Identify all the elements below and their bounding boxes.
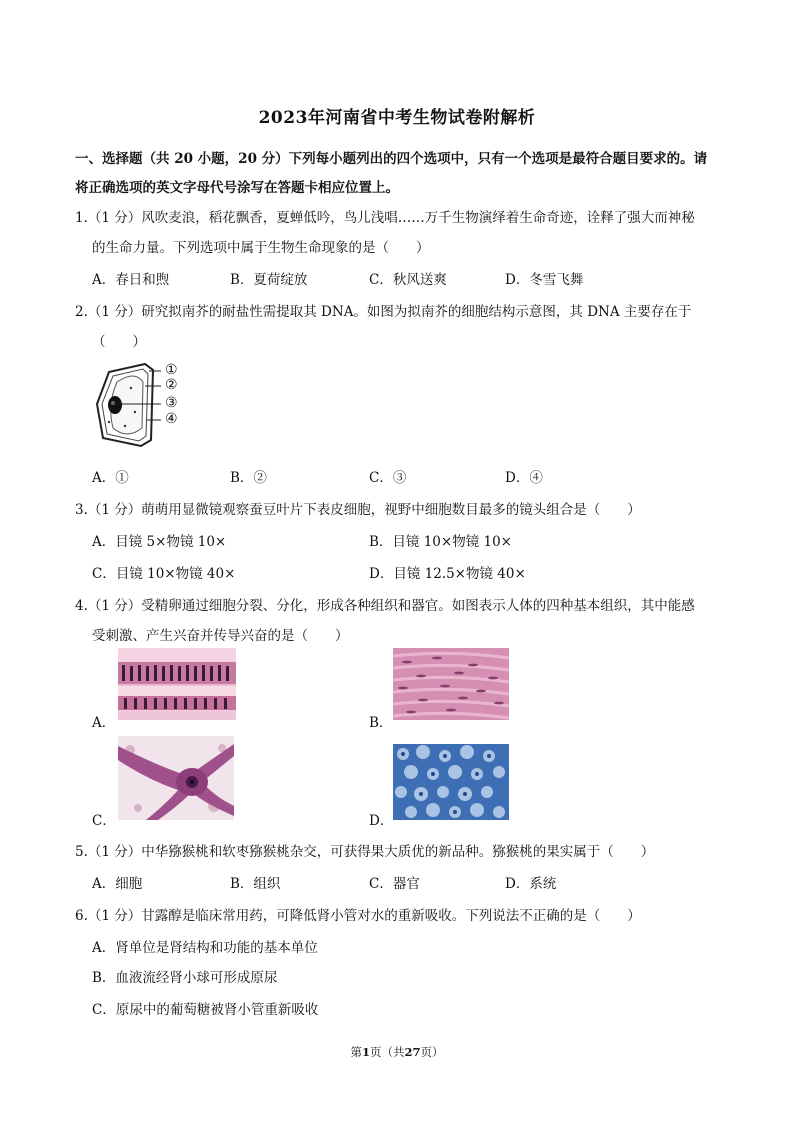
q1-option-a: A．春日和煦 (92, 272, 170, 288)
figure-label-4: ④ (165, 411, 178, 427)
q5-option-a: A．细胞 (92, 876, 143, 892)
q6-option-c: C．原尿中的葡萄糖被肾小管重新吸收 (92, 1002, 319, 1018)
q2-option-d: D．④ (505, 470, 543, 486)
section-heading-line2: 将正确选项的英文字母代号涂写在答题卡相应位置上。 (75, 180, 399, 196)
q1-option-c: C．秋风送爽 (369, 272, 447, 288)
footer-mid: 页（共 (370, 1045, 405, 1059)
q5-option-b: B．组织 (230, 876, 281, 892)
footer-page-number: 1 (361, 1045, 370, 1059)
q4-option-c: C． (92, 813, 116, 829)
footer-suffix: 页） (420, 1045, 444, 1059)
footer-prefix: 第 (350, 1045, 362, 1059)
figure-label-3: ③ (165, 395, 178, 411)
q4-option-b: B． (369, 715, 393, 731)
figure-label-2: ② (165, 377, 178, 393)
epithelial-tissue-image (118, 648, 236, 720)
nerve-tissue-image (118, 736, 234, 820)
question-1-line1: 1.（1 分）风吹麦浪，稻花飘香，夏蝉低吟，鸟儿浅唱……万千生物演绎着生命奇迹，诠释了强大而神秘 (75, 210, 695, 226)
q4-option-d: D． (369, 813, 394, 829)
muscle-tissue-image (393, 648, 509, 720)
q4-option-a: A． (92, 715, 116, 731)
page-footer (0, 1044, 794, 1060)
q2-option-b: B．② (230, 470, 267, 486)
footer-total-pages: 27 (404, 1045, 421, 1059)
plant-cell-diagram (95, 360, 205, 450)
question-2-line1: 2.（1 分）研究拟南芥的耐盐性需提取其 DNA。如图为拟南芥的细胞结构示意图，其 DNA 主要存在于 (75, 304, 692, 320)
q3-option-b: B．目镜 10×物镜 10× (369, 534, 512, 550)
page-title: 2023年河南省中考生物试卷附解析 (258, 108, 536, 128)
q3-option-a: A．目镜 5×物镜 10× (92, 534, 227, 550)
section-heading-line1: 一、选择题（共 20 小题，20 分）下列每小题列出的四个选项中，只有一个选项是最符合题目要求的。请 (75, 151, 708, 167)
question-5-line1: 5.（1 分）中华猕猴桃和软枣猕猴桃杂交，可获得果大质优的新品种。猕猴桃的果实属于（ ） (75, 844, 655, 860)
figure-label-1: ① (165, 362, 178, 378)
question-2-line2: （ ） (92, 334, 146, 350)
q3-option-c: C．目镜 10×物镜 40× (92, 566, 236, 582)
q6-option-a: A．肾单位是肾结构和功能的基本单位 (92, 940, 318, 956)
q2-option-c: C．③ (369, 470, 407, 486)
q1-option-b: B．夏荷绽放 (230, 272, 308, 288)
q3-option-d: D．目镜 12.5×物镜 40× (369, 566, 526, 582)
q6-option-b: B．血液流经肾小球可形成原尿 (92, 970, 278, 986)
question-6-line1: 6.（1 分）甘露醇是临床常用药，可降低肾小管对水的重新吸收。下列说法不正确的是（ ） (75, 908, 641, 924)
question-4-line2: 受刺激、产生兴奋并传导兴奋的是（ ） (92, 628, 349, 644)
q1-option-d: D．冬雪飞舞 (505, 272, 584, 288)
question-1-line2: 的生命力量。下列选项中属于生物生命现象的是（ ） (92, 240, 430, 256)
q2-option-a: A．① (92, 470, 129, 486)
q5-option-d: D．系统 (505, 876, 557, 892)
question-3-line1: 3.（1 分）萌萌用显微镜观察蚕豆叶片下表皮细胞，视野中细胞数目最多的镜头组合是（ ） (75, 502, 641, 518)
q5-option-c: C．器官 (369, 876, 420, 892)
connective-tissue-image (393, 744, 509, 820)
question-4-line1: 4.（1 分）受精卵通过细胞分裂、分化，形成各种组织和器官。如图表示人体的四种基本组织，其中能感 (75, 598, 695, 614)
